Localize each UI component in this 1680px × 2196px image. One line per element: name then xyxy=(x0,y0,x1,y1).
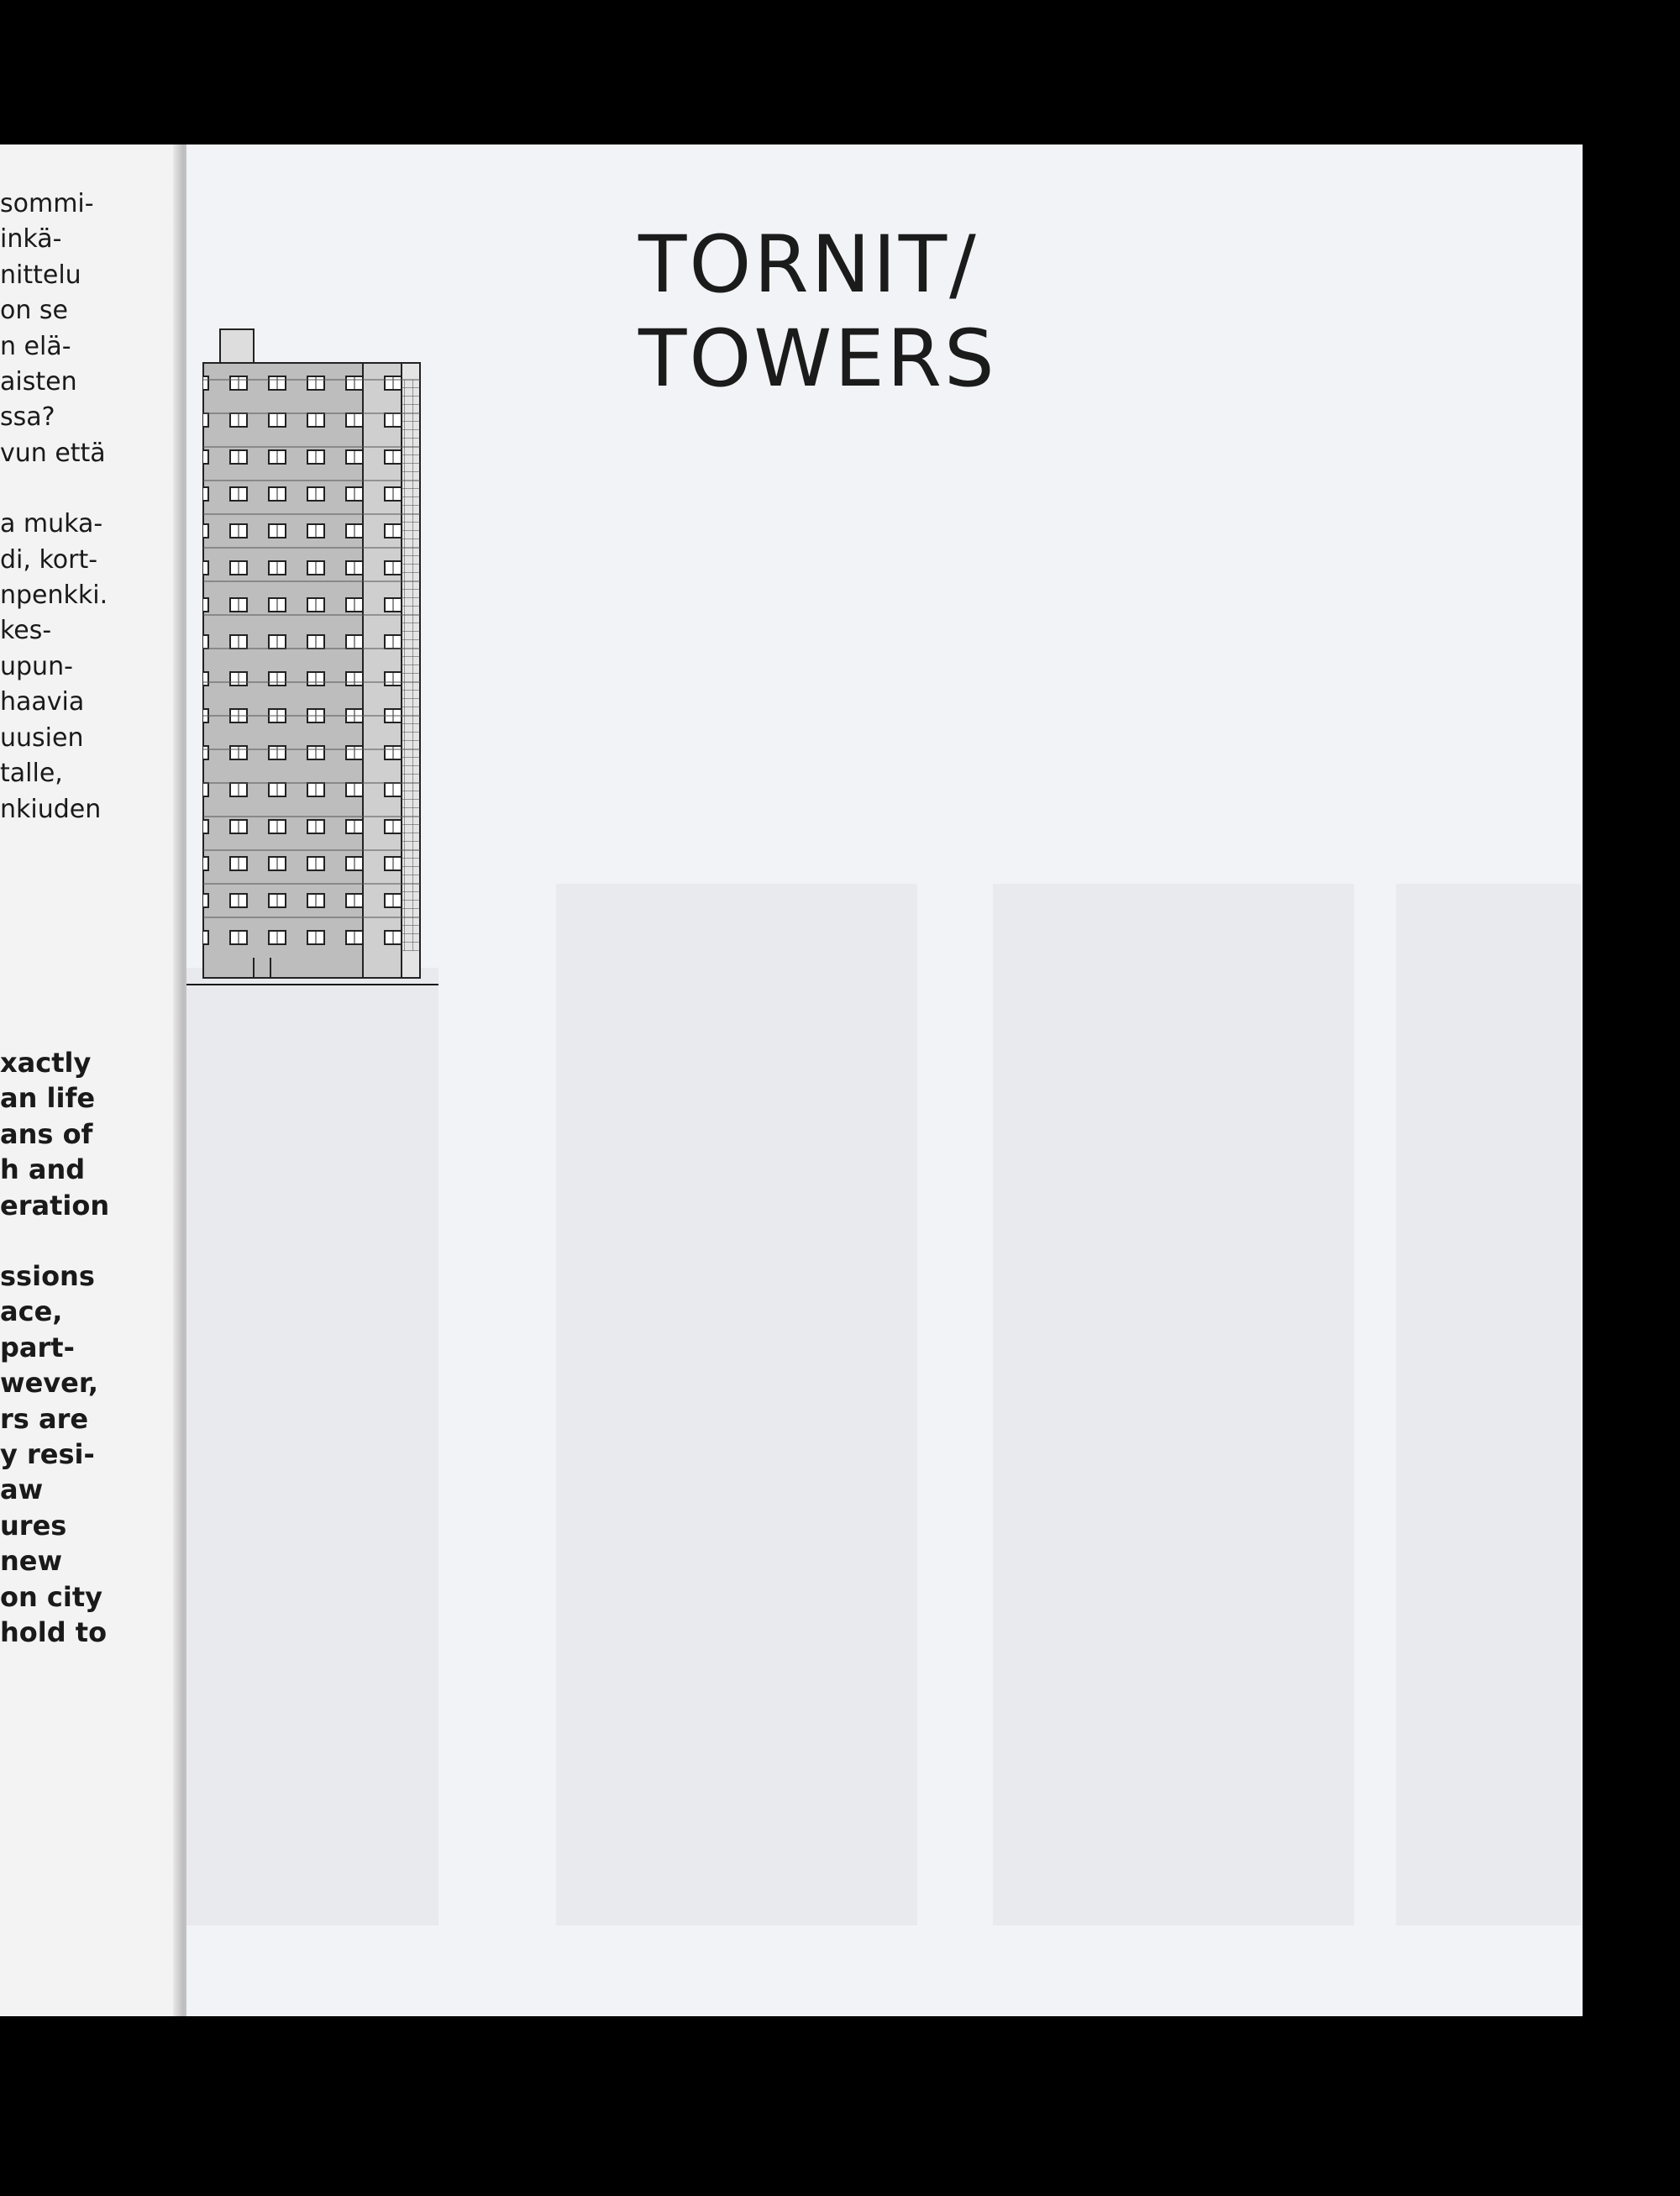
text-line: ace, xyxy=(0,1295,63,1328)
text-line: wever, xyxy=(0,1367,99,1400)
text-line: new xyxy=(0,1545,63,1578)
text-line xyxy=(0,1223,186,1258)
text-line: on city xyxy=(0,1580,102,1613)
text-line: xactly xyxy=(0,1047,92,1079)
text-line: nkiuden xyxy=(0,794,102,824)
text-line: h and xyxy=(0,1153,86,1186)
title-line-2: TOWERS xyxy=(638,313,997,405)
text-line: npenkki. xyxy=(0,581,108,611)
text-line: kes- xyxy=(0,616,52,646)
text-line: uusien xyxy=(0,722,84,753)
tower-elevations-drawing xyxy=(186,144,1583,2016)
text-line: rs are xyxy=(0,1402,89,1435)
text-line: talle, xyxy=(0,759,63,789)
text-line: ures xyxy=(0,1509,67,1542)
title-line-1: TORNIT/ xyxy=(638,219,979,311)
text-line: ssa? xyxy=(0,402,55,433)
left-page xyxy=(0,144,186,2016)
text-line: an life xyxy=(0,1082,96,1115)
tower-elevation-1 xyxy=(186,329,438,985)
text-line: ssions xyxy=(0,1260,95,1293)
text-line: hold to xyxy=(0,1616,108,1649)
text-line: a muka- xyxy=(0,509,103,539)
text-line: on se xyxy=(0,296,68,326)
text-line: aisten xyxy=(0,367,77,397)
text-line: vun että xyxy=(0,438,106,468)
text-line: di, kort- xyxy=(0,544,98,575)
text-line: n elä- xyxy=(0,331,71,361)
left-page-finnish-text xyxy=(0,187,186,827)
text-line: ans of xyxy=(0,1117,93,1150)
text-line: eration xyxy=(0,1189,110,1221)
text-line: y resi- xyxy=(0,1438,95,1471)
left-page-english-text xyxy=(0,1045,186,1651)
right-page xyxy=(186,144,1583,2016)
text-line: part- xyxy=(0,1331,75,1363)
text-line: sommi- xyxy=(0,189,94,218)
text-line xyxy=(0,471,186,507)
page-title xyxy=(638,218,997,407)
text-line: haavia xyxy=(0,687,85,717)
text-line: aw xyxy=(0,1474,44,1506)
text-line: upun- xyxy=(0,651,73,681)
text-line: nittelu xyxy=(0,260,81,290)
text-line: inkä- xyxy=(0,224,62,255)
